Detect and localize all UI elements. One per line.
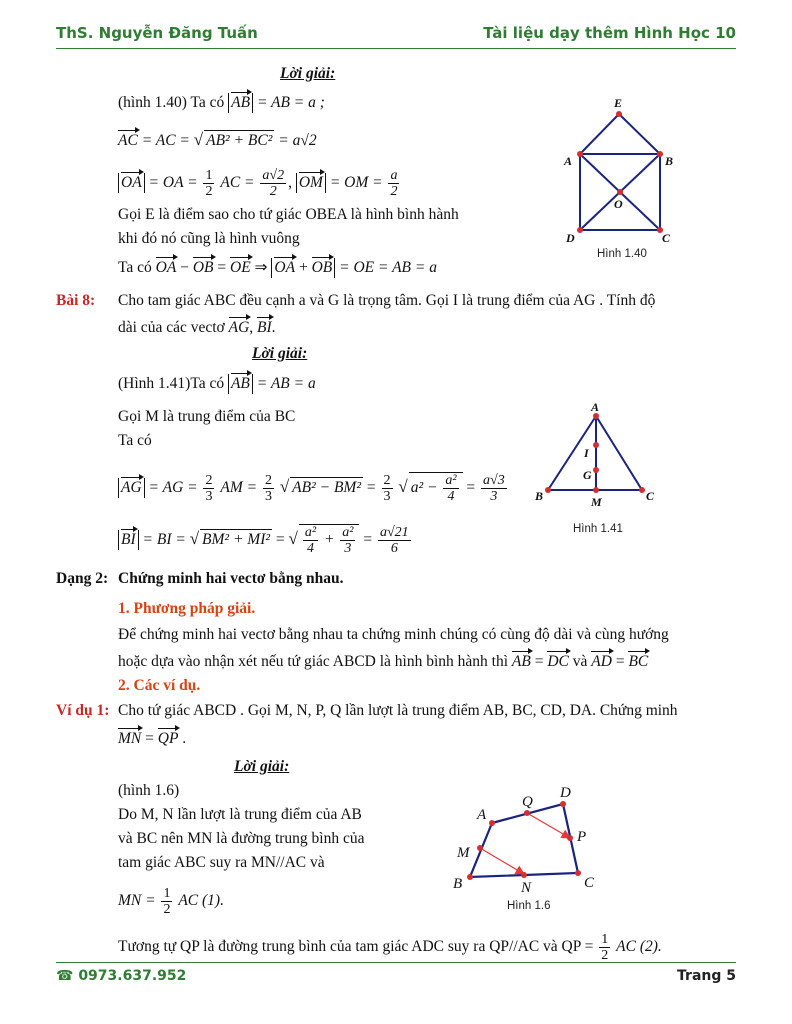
header-author: ThS. Nguyễn Đăng Tuấn — [56, 24, 258, 42]
fig140-label-d: D — [566, 231, 575, 245]
fig140-label-a: A — [564, 154, 573, 168]
fig16-label-d: D — [560, 785, 571, 801]
sol3-line5: MN = $\frac{1}{2}$ AC (1). — [118, 886, 224, 917]
sol3-line2: Do M, N lần lượt là trung điểm của AB — [118, 806, 362, 823]
fig141-label-b: B — [535, 489, 544, 503]
page-header — [56, 22, 736, 49]
dang2-label: Dạng 2: — [56, 570, 109, 587]
sol1-line4: Gọi E là điểm sao cho tứ giác OBEA là hình bình hành — [118, 206, 459, 223]
figure-1-6 — [450, 782, 610, 902]
fig141-label-c: C — [646, 489, 655, 503]
fig16-label-q: Q — [522, 794, 533, 810]
fig141-label-m: M — [591, 495, 602, 509]
fig16-label-p: P — [577, 829, 587, 845]
footer-page-number: Trang 5 — [677, 968, 736, 984]
figure-1-40 — [560, 95, 685, 245]
fig16-label-b: B — [453, 876, 463, 892]
dang2-title: Chứng minh hai vectơ bằng nhau. — [118, 570, 344, 587]
solution-heading: Lời giải: — [280, 65, 336, 82]
fig140-label-b: B — [665, 154, 674, 168]
fig16-label-a: A — [477, 807, 487, 823]
figure-1-40-caption: Hình 1.40 — [597, 248, 647, 260]
sol2-line2: Gọi M là trung điểm của BC — [118, 408, 296, 425]
examples-title: 2. Các ví dụ. — [118, 677, 201, 694]
figure-1-6-caption: Hình 1.6 — [507, 900, 551, 912]
fig141-label-a: A — [591, 400, 600, 414]
sol3-line3: và BC nên MN là đường trung bình của — [118, 830, 365, 847]
solution-heading-2: Lời giải: — [252, 345, 308, 362]
sol1-line6: Ta có OA − OB = OE ⇒ OA + OB = OE = AB = a — [118, 259, 437, 276]
header-title: Tài liệu dạy thêm Hình Học 10 — [483, 24, 736, 42]
vd1-line1: Cho tứ giác ABCD . Gọi M, N, P, Q lần lượt là trung điểm AB, BC, CD, DA. Chứng minh — [118, 702, 678, 719]
vd1-line2: MN = QP . — [118, 730, 187, 747]
figure-1-41 — [530, 398, 660, 513]
vd1-label: Ví dụ 1: — [56, 702, 110, 719]
fig16-label-m: M — [457, 845, 470, 861]
method-line1: Để chứng minh hai vectơ bằng nhau ta chứng minh chúng có cùng độ dài và cùng hướng — [118, 626, 669, 643]
sol1-line3: OA = OA = $\frac{1}{2}$ AC = $\frac{a√2}{2}$ , OM = OM = $\frac{a}{2}$ — [118, 168, 401, 199]
fig141-label-g: G — [583, 468, 592, 482]
sol2-line3: Ta có — [118, 432, 152, 449]
method-title: 1. Phương pháp giải. — [118, 600, 256, 617]
fig140-label-c: C — [662, 231, 671, 245]
sol2-line4: AG = AG = $\frac{2}{3}$ AM = $\frac{2}{3}$ √ AB² − BM² = $\frac{2}{3}$ √ a² − $\frac{\text{a²}}{4}$ = $\frac{a√3}{3}$ — [118, 472, 509, 504]
bai8-line1: Cho tam giác ABC đều cạnh a và G là trọng tâm. Gọi I là trung điểm của AG . Tính độ — [118, 292, 656, 309]
figure-1-41-caption: Hình 1.41 — [573, 523, 623, 535]
solution-heading-3: Lời giải: — [234, 758, 290, 775]
sol1-line2: AC = AC = √ AB² + BC² = a√2 — [118, 130, 317, 149]
sol2-line5: BI = BI = √ BM² + MI² = √ $\frac{\text{a²}}{4}$ + $\frac{\text{a²}}{3}$ = $\frac{a√21}{6}$ — [118, 524, 413, 556]
method-line2: hoặc dựa vào nhận xét nếu tứ giác ABCD là hình bình hành thì AB = DC và AD = BC — [118, 653, 649, 670]
sol1-line5: khi đó nó cũng là hình vuông — [118, 230, 300, 247]
footer-phone: ☎ 0973.637.952 — [56, 968, 187, 984]
sol2-line1: (Hình 1.41)Ta có AB = AB = a — [118, 375, 316, 392]
sol3-line4: tam giác ABC suy ra MN//AC và — [118, 854, 325, 871]
bai8-label: Bài 8: — [56, 292, 96, 309]
fig16-label-n: N — [521, 880, 532, 896]
fig140-label-e: E — [614, 96, 623, 110]
bai8-line2: dài của các vectơ AG, BI. — [118, 319, 276, 336]
fig140-label-o: O — [614, 197, 623, 211]
sol1-line1: (hình 1.40) Ta có AB = AB = a ; — [118, 94, 325, 111]
sol3-line1: (hình 1.6) — [118, 782, 180, 799]
fig16-label-c: C — [584, 875, 595, 891]
sol3-last-line: Tương tự QP là đường trung bình của tam giác ADC suy ra QP//AC và QP = $\frac{1}{2}$ AC (2). — [118, 932, 662, 963]
page-footer — [56, 962, 736, 984]
fig141-label-i: I — [584, 446, 589, 460]
